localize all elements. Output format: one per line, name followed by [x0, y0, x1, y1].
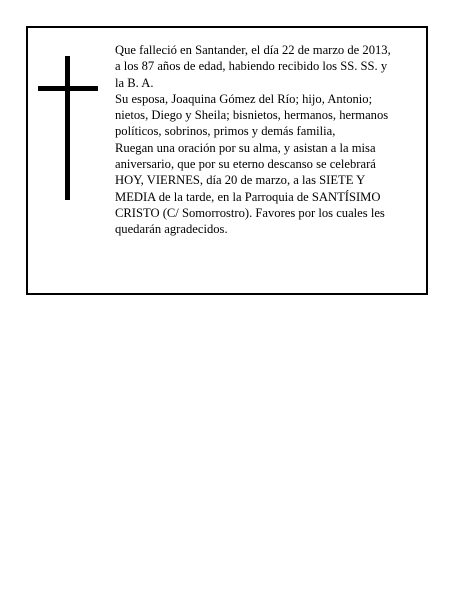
notice-line-family-relatives: políticos, sobrinos, primos y demás familia, — [115, 124, 336, 139]
notice-line-thanks: quedarán agradecidos. — [115, 222, 228, 237]
notice-line-prayer-request: Ruegan una oración por su alma, y asistan a la misa — [115, 140, 376, 155]
notice-line-anniversary: aniversario, que por su eterno descanso se celebrará — [115, 157, 376, 172]
obituary-notice — [26, 26, 428, 295]
notice-line-address: CRISTO (C/ Somorrostro). Favores por los cuales les — [115, 205, 385, 220]
notice-line-sacraments: la B. A. — [115, 75, 154, 90]
cross-horizontal-bar — [38, 86, 98, 91]
notice-line-family-spouse: Su esposa, Joaquina Gómez del Río; hijo, Antonio; — [115, 91, 373, 106]
notice-line-date-time: HOY, VIERNES, día 20 de marzo, a las SIETE Y — [115, 173, 366, 188]
notice-text — [115, 42, 420, 238]
latin-cross-icon — [38, 56, 98, 200]
notice-line-parish: MEDIA de la tarde, en la Parroquia de SANTÍSIMO — [115, 189, 381, 204]
notice-line-death: Que falleció en Santander, el día 22 de marzo de 2013, — [115, 43, 391, 57]
notice-line-family-grandchildren: nietos, Diego y Sheila; bisnietos, hermanos, hermanos — [115, 108, 389, 123]
cross-vertical-bar — [65, 56, 70, 200]
notice-line-age: a los 87 años de edad, habiendo recibido los SS. SS. y — [115, 59, 388, 74]
